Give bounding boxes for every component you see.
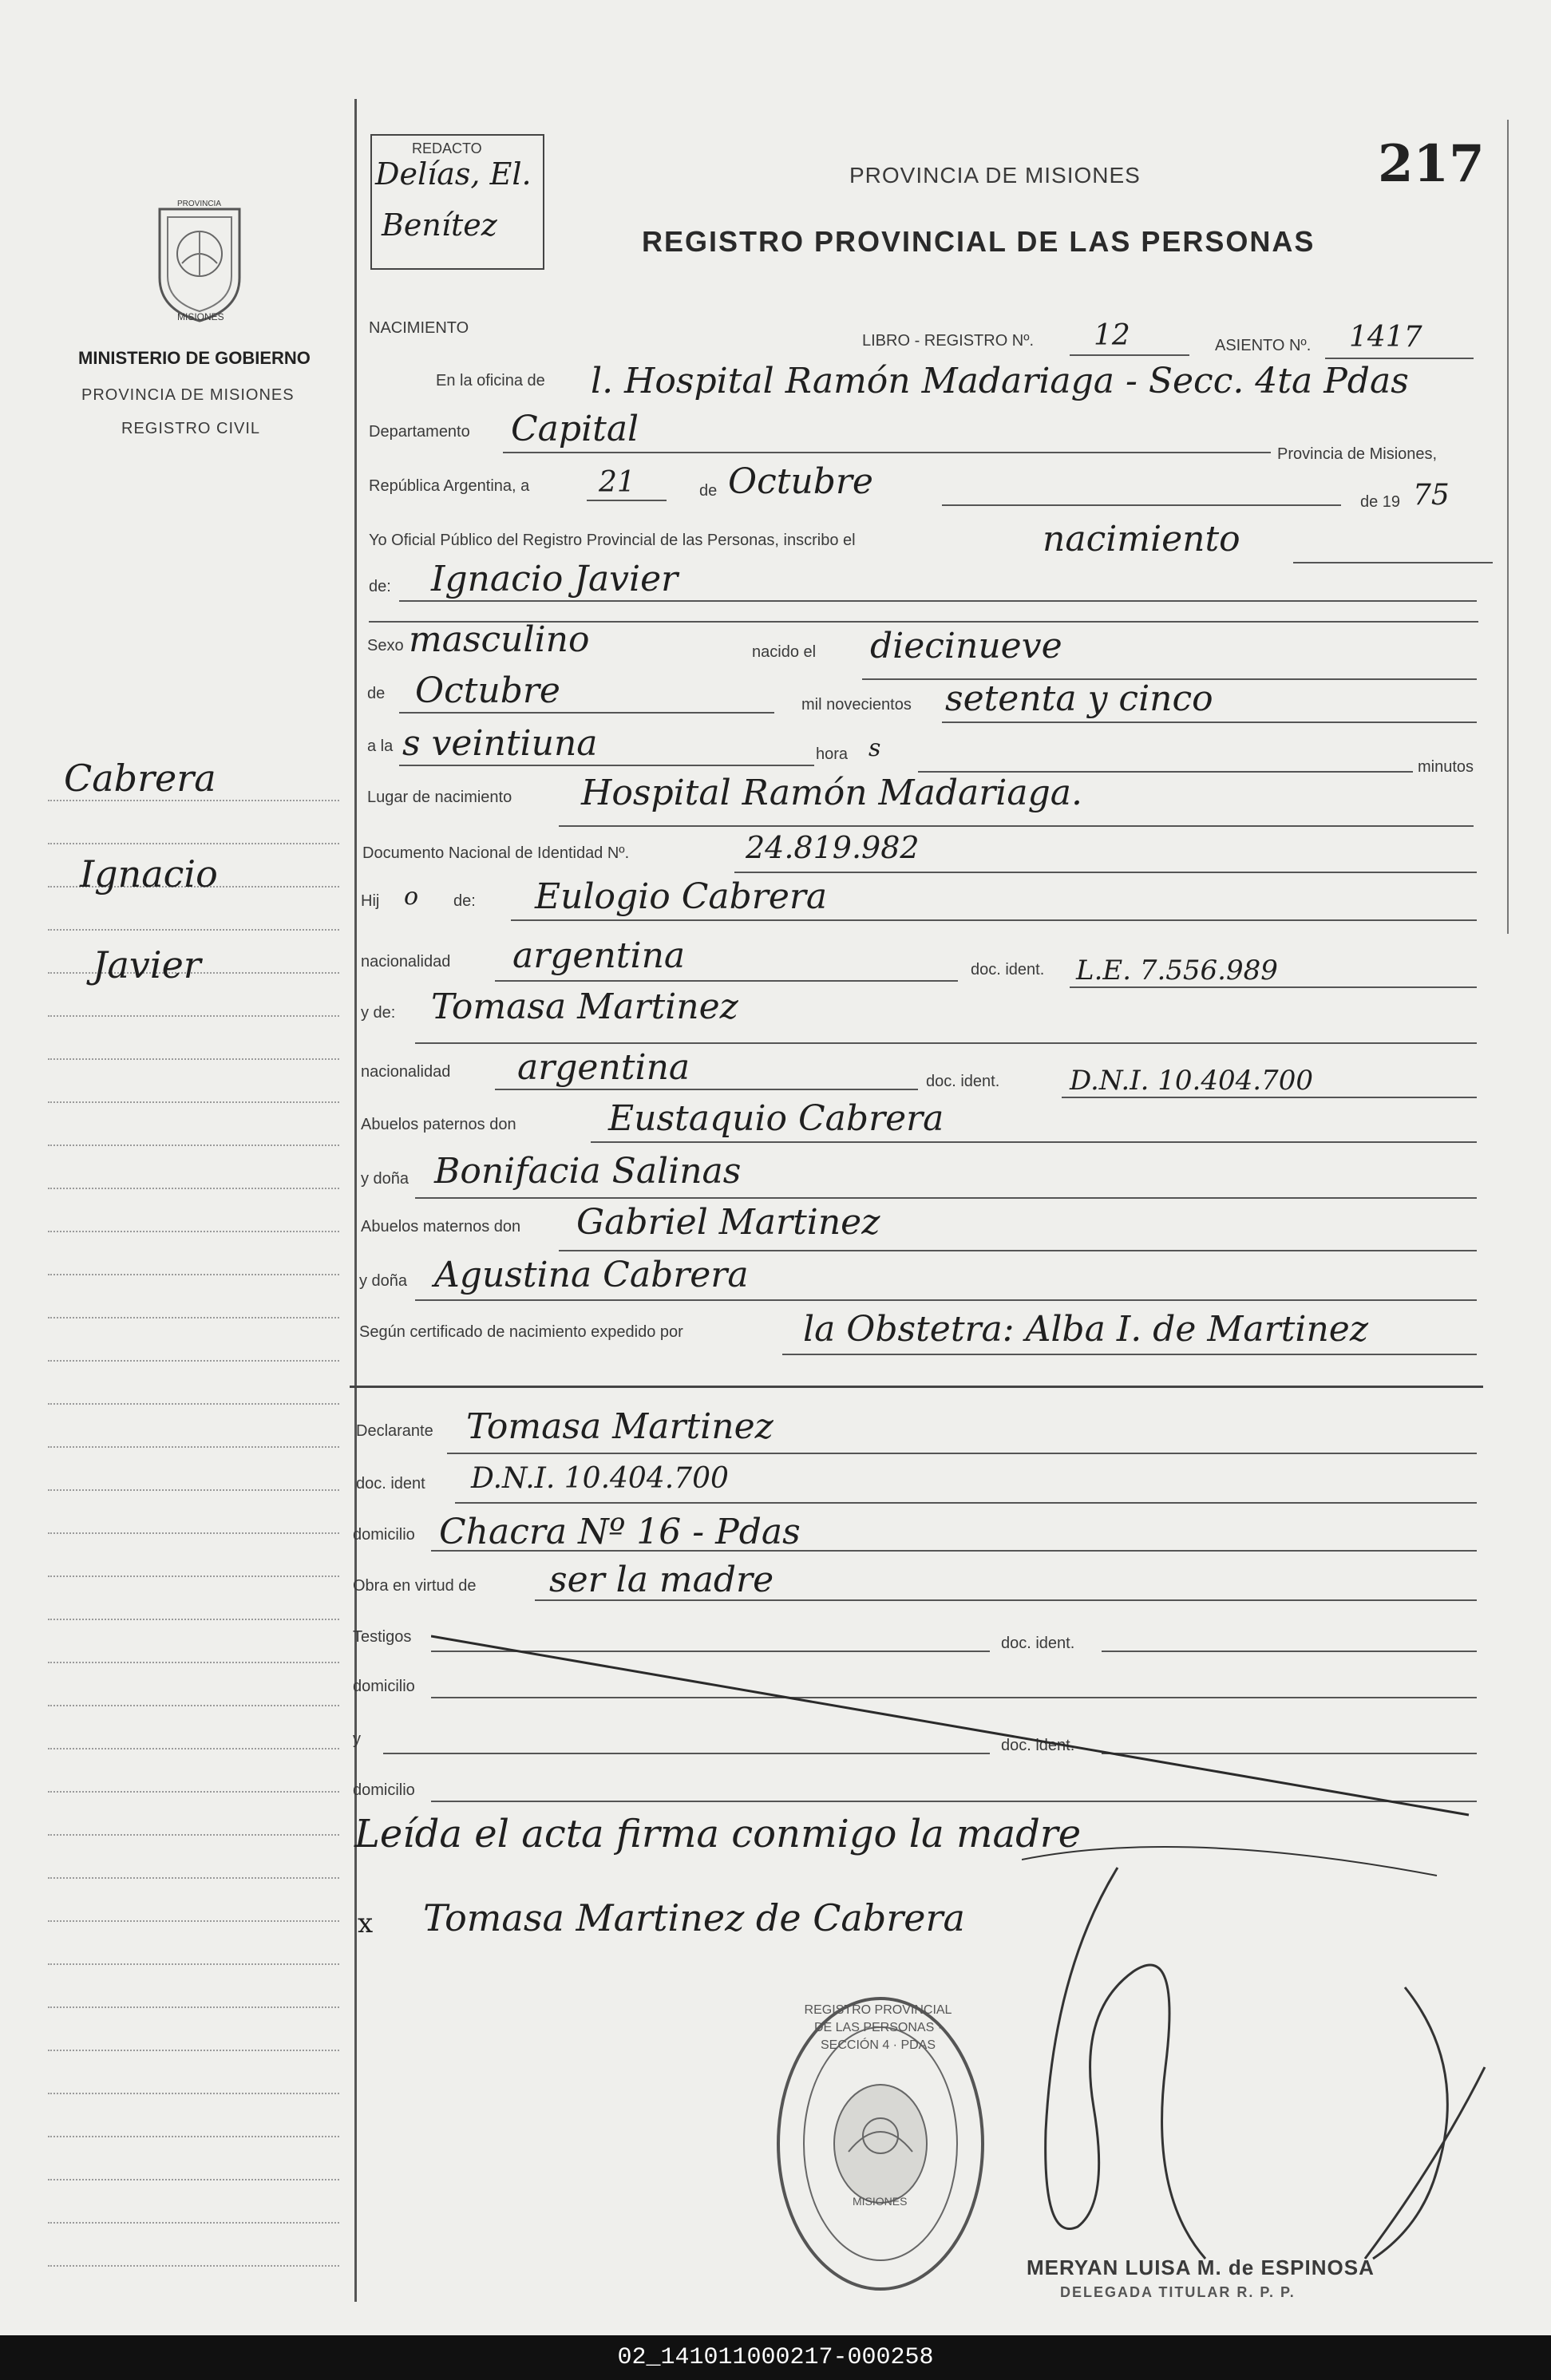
doc-madre-label: doc. ident. <box>926 1073 1000 1090</box>
mil-novecientos-label: mil novecientos <box>801 696 912 714</box>
domicilio-testigo2-label: domicilio <box>353 1781 415 1799</box>
nac-padre-label: nacionalidad <box>361 953 451 971</box>
seal-text: REGISTRO PROVINCIAL DE LAS PERSONAS · SECCIÓN 4 · PDAS <box>804 2003 952 2052</box>
emblem-top-text: PROVINCIA <box>177 200 222 208</box>
nac-padre-value: argentina <box>512 935 686 976</box>
doc-declarante-value: D.N.I. 10.404.700 <box>471 1462 729 1495</box>
ministry-province: PROVINCIA DE MISIONES <box>81 386 295 404</box>
official-signature <box>1022 1828 1501 2275</box>
padre-value: Eulogio Cabrera <box>535 876 828 917</box>
anio-nac-value: setenta y cinco <box>945 678 1213 719</box>
abuelo-materno-value: Gabriel Martinez <box>576 1202 880 1243</box>
de-nombre-label: de: <box>369 578 391 595</box>
hijo-o-value: o <box>404 883 419 911</box>
abuela-materna-value: Agustina Cabrera <box>434 1255 749 1295</box>
oficina-value: l. Hospital Ramón Madariaga - Secc. 4ta Pdas <box>591 361 1409 401</box>
redacto-box <box>370 134 544 270</box>
redacto-name-1: Delías, El. <box>375 156 532 192</box>
hijo-de-label: de: <box>453 892 476 910</box>
de-mes-nac-label: de <box>367 685 386 702</box>
oficina-label: En la oficina de <box>436 372 545 389</box>
libro-value: 12 <box>1094 319 1130 352</box>
de-anio-label: de 19 <box>1360 493 1401 511</box>
closing-note: Leída el acta firma conmigo la madre <box>354 1812 1082 1856</box>
lugar-label: Lugar de nacimiento <box>367 789 512 806</box>
departamento-label: Departamento <box>369 423 470 441</box>
dni-value: 24.819.982 <box>746 830 920 865</box>
declarante-label: Declarante <box>356 1422 433 1440</box>
right-border <box>1507 120 1509 934</box>
doc-ident-testigo2-label: doc. ident. <box>1001 1737 1075 1754</box>
domicilio-label: domicilio <box>353 1526 415 1544</box>
declarante-value: Tomasa Martinez <box>466 1406 774 1447</box>
dni-label: Documento Nacional de Identidad Nº. <box>362 844 630 862</box>
dia-value: 21 <box>599 466 635 499</box>
header-province: PROVINCIA DE MISIONES <box>849 163 1141 188</box>
margin-first-name: Ignacio <box>80 852 218 895</box>
sexo-value: masculino <box>409 619 590 660</box>
ministry-registry: REGISTRO CIVIL <box>121 420 261 437</box>
anio-value: 75 <box>1413 479 1450 512</box>
minutos-label: minutos <box>1418 758 1474 776</box>
a-las-label: a la <box>367 737 394 755</box>
republica-label: República Argentina, a <box>369 477 530 495</box>
abuela-paterna-value: Bonifacia Salinas <box>434 1151 742 1192</box>
redacto-name-2: Benítez <box>382 208 497 243</box>
obra-label: Obra en virtud de <box>353 1577 477 1595</box>
nac-madre-value: argentina <box>517 1047 690 1088</box>
abuelos-maternos-label: Abuelos maternos don <box>361 1218 521 1235</box>
hora-value: s veintiuna <box>402 723 598 764</box>
ministry-title: MINISTERIO DE GOBIERNO <box>78 348 311 368</box>
official-title: DELEGADA TITULAR R. P. P. <box>1060 2284 1296 2300</box>
official-name: MERYAN LUISA M. de ESPINOSA <box>1027 2255 1375 2279</box>
doc-declarante-label: doc. ident <box>356 1475 425 1492</box>
hijo-label: Hij <box>361 892 380 910</box>
seal-center-text: MISIONES <box>853 2195 908 2208</box>
y-de-label: y de: <box>361 1004 396 1022</box>
nombre-value: Ignacio Javier <box>431 559 679 599</box>
certificado-label: Según certificado de nacimiento expedido por <box>359 1323 683 1341</box>
margin-divider <box>354 99 357 2302</box>
yo-oficial-label: Yo Oficial Público del Registro Provincial de las Personas, inscribo el <box>369 532 856 549</box>
horas-label: hora <box>816 745 849 763</box>
signature-mark: x <box>358 1908 374 1939</box>
doc-madre-value: D.N.I. 10.404.700 <box>1070 1065 1313 1097</box>
asiento-label: ASIENTO Nº. <box>1215 337 1312 354</box>
doc-ident-testigo1-label: doc. ident. <box>1001 1635 1075 1652</box>
provincia-label: Provincia de Misiones, <box>1277 445 1438 463</box>
dona-materna-label: y doña <box>359 1272 408 1290</box>
departamento-value: Capital <box>511 409 639 449</box>
margin-second-name: Javier <box>93 943 201 986</box>
madre-value: Tomasa Martinez <box>431 986 738 1027</box>
nac-madre-label: nacionalidad <box>361 1063 451 1081</box>
obra-value: ser la madre <box>549 1560 774 1600</box>
mother-signature: Tomasa Martinez de Cabrera <box>423 1896 965 1939</box>
libro-label: LIBRO - REGISTRO Nº. <box>862 332 1035 350</box>
horas-value: s <box>868 734 881 762</box>
de-label: de <box>699 482 718 500</box>
strike-line <box>431 1631 1485 1823</box>
y-testigo2-label: y <box>353 1730 361 1748</box>
domicilio-testigo1-label: domicilio <box>353 1678 415 1695</box>
mes-nac-value: Octubre <box>415 670 560 711</box>
abuelo-paterno-value: Eustaquio Cabrera <box>608 1098 944 1139</box>
header-title: REGISTRO PROVINCIAL DE LAS PERSONAS <box>642 225 1316 258</box>
certificado-value: la Obstetra: Alba I. de Martinez <box>803 1309 1368 1350</box>
file-id-footer: 02_141011000217-000258 <box>0 2335 1551 2380</box>
page-number: 217 <box>1378 134 1485 194</box>
testigos-label: Testigos <box>353 1628 412 1646</box>
inscribo-value: nacimiento <box>1043 519 1240 559</box>
doc-padre-label: doc. ident. <box>971 961 1045 978</box>
doc-padre-value: L.E. 7.556.989 <box>1076 955 1278 986</box>
lugar-value: Hospital Ramón Madariaga. <box>581 773 1082 813</box>
emblem-bottom-text: MISIONES <box>177 311 224 322</box>
nacido-label: nacido el <box>752 643 817 661</box>
province-emblem-icon <box>144 198 255 326</box>
abuelos-paternos-label: Abuelos paternos don <box>361 1116 516 1133</box>
nacido-value: diecinueve <box>870 626 1062 666</box>
asiento-value: 1417 <box>1349 321 1422 354</box>
dona-paterna-label: y doña <box>361 1170 410 1188</box>
margin-surname: Cabrera <box>64 757 216 800</box>
section-separator <box>350 1386 1483 1388</box>
redacto-label: REDACTO <box>412 140 482 156</box>
domicilio-value: Chacra Nº 16 - Pdas <box>439 1512 801 1552</box>
mes-value: Octubre <box>728 461 873 502</box>
sexo-label: Sexo <box>367 637 404 654</box>
nacimiento-label: NACIMIENTO <box>369 319 469 337</box>
